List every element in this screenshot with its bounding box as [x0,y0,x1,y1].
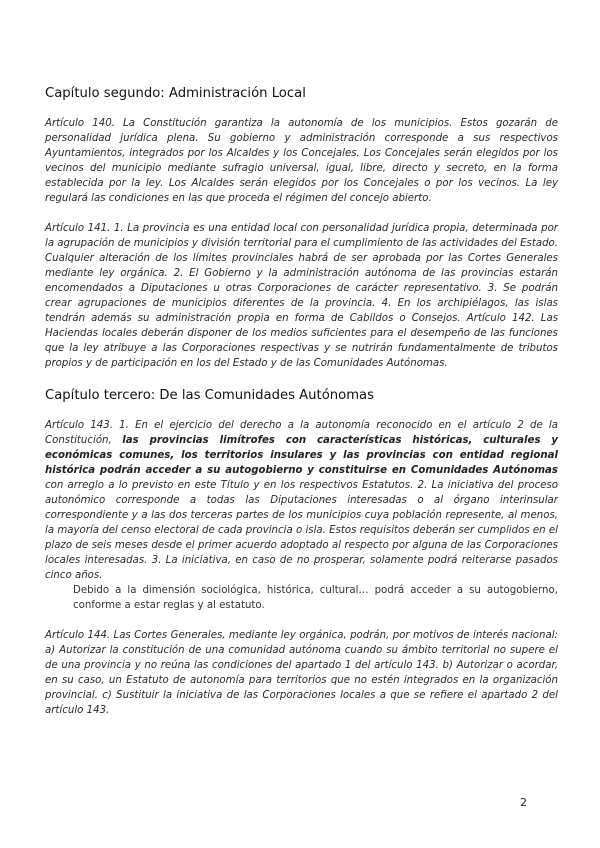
article-143-start: Artículo 143. 1. En el ejercicio del derecho a la autonomía reconocido en el artículo 2 de la Constitución, [45,420,558,446]
article-143-highlight: las provincias limítrofes con características históricas, culturales y económicas comunes, los territorios insulares y las provincias con entidad regional histórica podrán acceder a su autogobierno y constituirse en Comunidades Autónomas [45,435,559,476]
article-143-end: con arreglo a lo previsto en este Título y en los respectivos Estatutos. 2. La iniciativa del proceso autonómico corresponde a todas las Diputaciones interesadas o al órgano interinsular correspondiente y a las dos terceras partes de los municipios cuya población represente, al menos, la mayoría del censo electoral de cada provincia o isla. Estos requisitos deberán ser cumplidos en el plazo de seis meses desde el primer acuerdo adoptado al respecto por alguna de las Corporaciones locales interesadas. 3. La iniciativa, en caso de no prosperar, solamente podrá reiterarse pasados cinco años. [45,480,558,581]
article-140: Artículo 140. La Constitución garantiza la autonomía de los municipios. Estos gozarán de personalidad jurídica plena. Su gobierno y administración corresponde a sus respectivos Ayuntamientos, integrados por los Alcaldes y los Concejales. Los Concejales serán elegidos por los vecinos del municipio mediante sufragio universal, igual, libre, directo y secreto, en la forma establecida por la ley. Los Alcaldes serán elegidos por los Concejales o por los vecinos. La ley regulará las condiciones en las que proceda el régimen del concejo abierto. [45,118,558,204]
article-144: Artículo 144. Las Cortes Generales, mediante ley orgánica, podrán, por motivos de interés nacional: a) Autorizar la constitución de una comunidad autónoma cuando su ámbito territorial no supere el de una provincia y no reúna las condiciones del apartado 1 del artículo 143. b) Autorizar o acordar, en su caso, un Estatuto de autonomía para territorios que no estén integrados en la organización provincial. c) Sustituir la iniciativa de las Corporaciones locales a que se refiere el apartado 2 del artículo 143. [45,630,558,716]
article-141-142: Artículo 141. 1. La provincia es una entidad local con personalidad jurídica propia, determinada por la agrupación de municipios y división territorial para el cumplimiento de las actividades del Estado. Cualquier alteración de los límites provinciales habrá de ser aprobada por las Cortes Generales mediante ley orgánica. 2. El Gobierno y la administración autónoma de las provincias estarán encomendados a Diputaciones u otras Corporaciones de carácter representativo. 3. Se podrán crear agrupaciones de municipios diferentes de la provincia. 4. En los archipiélagos, las islas tendrán además su administración propia en forma de Cabildos o Consejos. Artículo 142. Las Haciendas locales deberán disponer de los medios suficientes para el desempeño de las funciones que la ley atribuye a las Corporaciones respectivas y se nutrirán fundamentalmente de tributos propios y de participación en los del Estado y de las Comunidades Autónomas. [45,223,559,369]
chapter-3-heading: Capítulo tercero: De las Comunidades Autónomas [45,388,375,403]
chapter-2-heading: Capítulo segundo: Administración Local [45,86,306,101]
page-number: 2 [520,796,527,809]
annotation-note: Debido a la dimensión sociológica, histórica, cultural… podrá acceder a su autogobierno, conforme a estar reglas y al estatuto. [73,585,558,611]
document-page [45,85,558,718]
article-143 [45,418,558,583]
